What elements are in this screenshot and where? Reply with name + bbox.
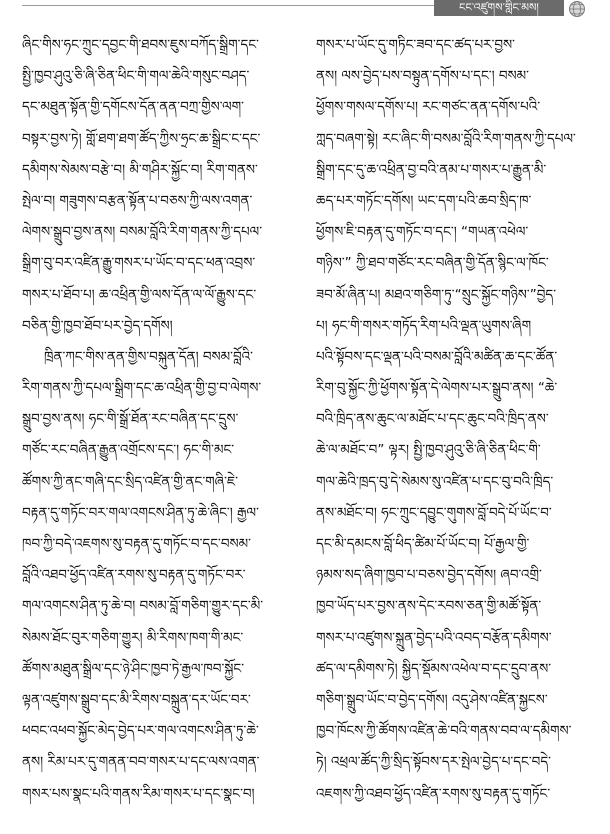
text-line: བརྟན་དུ་གཏོང་བར་གལ་འགངས་ཤིན་ཏུ་ཆེ་ཞིང་། རྒྱལ་ <box>22 504 259 521</box>
text-line: ཏེ། འཕྲལ་ཚོད་ཀྱི་སྲིད་སྟོབས་དར་སྤེལ་བྱེད་པ་དང་བདེ་ <box>316 754 551 771</box>
text-line: ཕྱོགས་གསལ་དགོས་པ། རང་གཙང་ནན་དགོས་པའི་ <box>316 99 541 116</box>
text-line: གསར་པས་སྣང་པའི་གནས་རིམ་གསར་པ་དང་སྣང་བ། <box>22 785 255 802</box>
globe-icon <box>566 0 588 18</box>
header-rule <box>22 5 434 6</box>
text-line: པ། ཧང་གི་གསར་གཏོད་རིག་པའི་ལྡན་ཡུགས་ཞིག <box>316 317 532 334</box>
text-line: བའི་ཁྲིད་ནས་ཆུང་ལ་མཐོང་པ་དང་ཆུང་བའི་ཁྲིད་ནས་ <box>316 411 549 428</box>
text-line: ཚོགས་མཐུན་སྒྲིལ་དང་ཉེ་ཤིང་ཁྱབ་ཏེ་རྒྱལ་ཁབ་སྐྱོང་ <box>22 660 245 677</box>
text-line: གསར་པ་ཐོབ་པ། ཆ་འཕྲིན་གྱི་ལས་དོན་ལ་ལོ་རྒྱུས་དང་ <box>22 286 257 303</box>
article-body <box>22 30 592 830</box>
text-line: གཙོང་རང་བཞིན་རྒྱུན་འགྲོངས་དང་། ཧང་གི་མང་ <box>22 442 235 459</box>
text-line: ཀླད་བཞག་སྟེ། རང་ཞིང་གི་བསམ་བློའི་རིག་གནས་ཀྱི་དཔལ་ <box>316 130 576 147</box>
text-line: ལྟན་འཛུགས་སྒྲུབ་དང་མི་རིགས་བསྐྲུན་དར་ཡོང་བར་ <box>22 691 251 708</box>
text-line: ཚད་ལ་དམིགས་ཏེ། སྐྱིད་སྡོམས་འཕེལ་བ་དང་དྲུབ་ནས་ <box>316 660 552 677</box>
text-line: སྒྲུབ་བྱས་ནས། ཧང་གི་སྒྲོ་ཐོན་རང་བཞིན་དང་དྲུས་ <box>22 411 239 428</box>
text-line: ལེགས་སྒྲུབ་བྱས་ནས། བསམ་བློའི་རིག་གནས་ཀྱི་དཔལ་ <box>22 224 263 241</box>
text-line: ཆེ་ལ་མཐོང་བ” ལྟར། སྤྱི་ཁྱབ་ཤུའུ་ཅི་ཞི་ཅིན་ཕིང་གི་ <box>316 442 541 459</box>
text-line: ཁབ་ཀྱི་བདེ་འཇགས་སུ་བརྟན་དུ་གཏོང་བ་དང་བསམ་ <box>22 536 251 552</box>
text-line: དམིགས་སེམས་བརྩེ་བ། མི་གཤིར་སྐྱོང་བ། རིག་གནས་ <box>22 161 258 178</box>
text-line: ཁྱབ་ཡོད་པར་བྱས་ནས་དེང་རབས་ཅན་གྱི་མཚོ་སྟོན་ <box>316 598 542 615</box>
text-line: སྤེལ་བ། གཟུགས་བརྩན་སྟོན་པ་བཅས་ཀྱི་ལས་འགན་ <box>22 192 253 209</box>
text-line: འཇགས་ཀྱི་འཐབ་ཕྱོད་འཛིན་རགས་སུ་བརྟན་དུ་གཏོང་ <box>316 785 551 802</box>
text-line: གལ་འགངས་ཤིན་ཏུ་ཆེ་བ། བསམ་བློ་གཅིག་གྱུར་དང་མི་ <box>22 598 264 615</box>
text-line: ནས་མཐོང་བ། ཧང་ཀྲུང་དབྱུང་གུགས་བློ་བདེ་པོ་ཡོང་བ་ <box>316 504 552 521</box>
text-line: ཁྲིན་ཀང་གིས་ནན་གྱིས་བསྐུན་དོན། བསམ་བློའི་ <box>44 348 253 365</box>
text-line: གཅིག་སྒྲུབ་ཡོང་བ་བྱེད་དགོས། འདུ་ཤེས་འཛིན་སྐྱངས་ <box>316 691 548 708</box>
text-line: ཁྱབ་ཁོངས་ཀྱི་ཚོགས་འཛིན་ཆེ་བའི་གནས་བབ་ལ་དམིགས་ <box>316 723 572 740</box>
text-line: ནས། རིམ་པར་དུ་གནན་བབ་གསར་པ་དང་ལས་འགན་ <box>22 754 260 771</box>
text-line: རིག་གནས་ཀྱི་དཔལ་སྒྲིག་དང་ཆ་འཕྲིན་གྱི་བྱ་བ་ལེགས་ <box>22 380 262 397</box>
text-line: སྤྱི་ཁྱབ་ཤུའུ་ཅི་ཞི་ཅིན་ཕིང་གི་གལ་ཆེའི་གསུང་བཤད་ <box>22 68 250 85</box>
text-line: གསར་པ་ཡོང་དུ་གཏིང་ཟབ་དང་ཚད་པར་བྱས་ <box>316 37 515 53</box>
left-column <box>22 30 298 830</box>
text-line: ཟབ་མོ་ཞིན་པ། མཐའ་གཅིག་ཏུ་“སྲུང་སྐྱོང་གཉིས་”བྱེད་ <box>316 286 557 303</box>
text-line: སྒྲིག་བུ་བར་འཛིན་རྒྱུ་གསར་པ་ཡོང་བ་དང་ཕན་འབྲས་ <box>22 255 256 272</box>
text-line: དང་མི་དམངས་བློ་ཕིད་ཚིམ་པོ་ཡོང་བ། པོ་རྒྱལ་གྱི་ <box>316 536 530 552</box>
text-line: ཕྱོགས་ཇི་བརྟན་དུ་གཏོང་བ་དང་། “གཡན་འཕེལ་ <box>316 224 529 241</box>
text-line: ཆད་པར་གཏོང་དགོས། ཡང་དག་པའི་ཆབ་སྲིད་ཁ་ <box>316 192 532 209</box>
text-line: ཞིང་གིས་ཧང་ཀྲུང་དབྱང་གི་ཐབས་ཇུས་བཀོད་སྒྲིག་དང་ <box>22 37 259 53</box>
text-line: གསར་པ་འཛུགས་སྐྲུན་བྱེད་པའི་འབད་བརྩོན་དམིགས་ <box>316 629 552 646</box>
text-line: སྒྲིག་དང་དུ་ཆ་འཕྲིན་བྱ་བའི་ནམ་པ་གསར་པ་རྒྱུན་མི་ <box>316 161 547 178</box>
text-line: གཉིས་” ཀྱི་ཐབ་གཙོང་རང་བཞིན་གྱི་དོན་སྙིང་ལ་ཁོང་ <box>316 255 549 272</box>
text-line: གལ་ཆེའི་ཁྲད་བུ་དེ་སེམས་སུ་འཛིན་པ་དང་བུ་བའི་ཁྲིད་ <box>316 473 554 490</box>
text-line: ནས། ལས་བྱེད་པས་བསྟུན་དགོས་པ་དང་། བསམ་ <box>316 68 529 85</box>
text-line: རིག་བུ་སྐྱོང་ཀྱི་ཕྱོགས་སྟོན་དེ་ལེགས་པར་སྒྲུབ་ནས། “ཆེ་ <box>316 380 558 397</box>
text-line: ཚོགས་ཀྱི་ནང་གཞི་དང་སྲིད་འཛིན་གྱི་ནང་གཞི་ཇེ་ <box>22 473 239 490</box>
text-line: སེམས་ཐོང་བུར་གཅིག་གྱུར། མི་རིགས་ཁག་གི་མང་ <box>22 629 244 646</box>
text-line: ཉམས་སད་ཞིག་ཁྱབ་པ་བཅས་བྱེད་དགོས། ཞབ་འགྲི་ <box>316 567 542 584</box>
text-line: ཕབང་འཕབ་སྐྱོང་མེད་བྱེད་པར་གལ་འགངས་ཤིན་ཏུ་ཆེ་ <box>22 723 259 740</box>
text-line: བློའི་འཐབ་ཕྱོད་འཛིན་རགས་སུ་བརྟན་དུ་གཏོང་བར་ <box>22 567 246 584</box>
section-title-tab: ངང་འཛུགས་གླིང་མས། <box>434 0 564 16</box>
text-line: པའི་སྟོབས་དང་ལྡན་པའི་བསམ་བློའི་མཚིན་ཆ་དང་ཚོན་ <box>316 348 558 365</box>
right-column <box>316 30 592 830</box>
text-line: བཅིན་གྱི་ཁྱབ་ཐོབ་པར་བྱེད་དགོས། <box>22 317 173 334</box>
text-line: བསྟར་བྱས་ཏེ། གློ་ཐག་ཐག་ཚོད་ཀྱིས་ཧྲང་ཆ་སྒྲིང་ང་དང་ <box>22 130 261 147</box>
text-line: དང་མཐུན་སྟོན་གྱི་དགོངས་དོན་ནན་བཀྲ་གྱིས་ལག་ <box>22 99 244 116</box>
